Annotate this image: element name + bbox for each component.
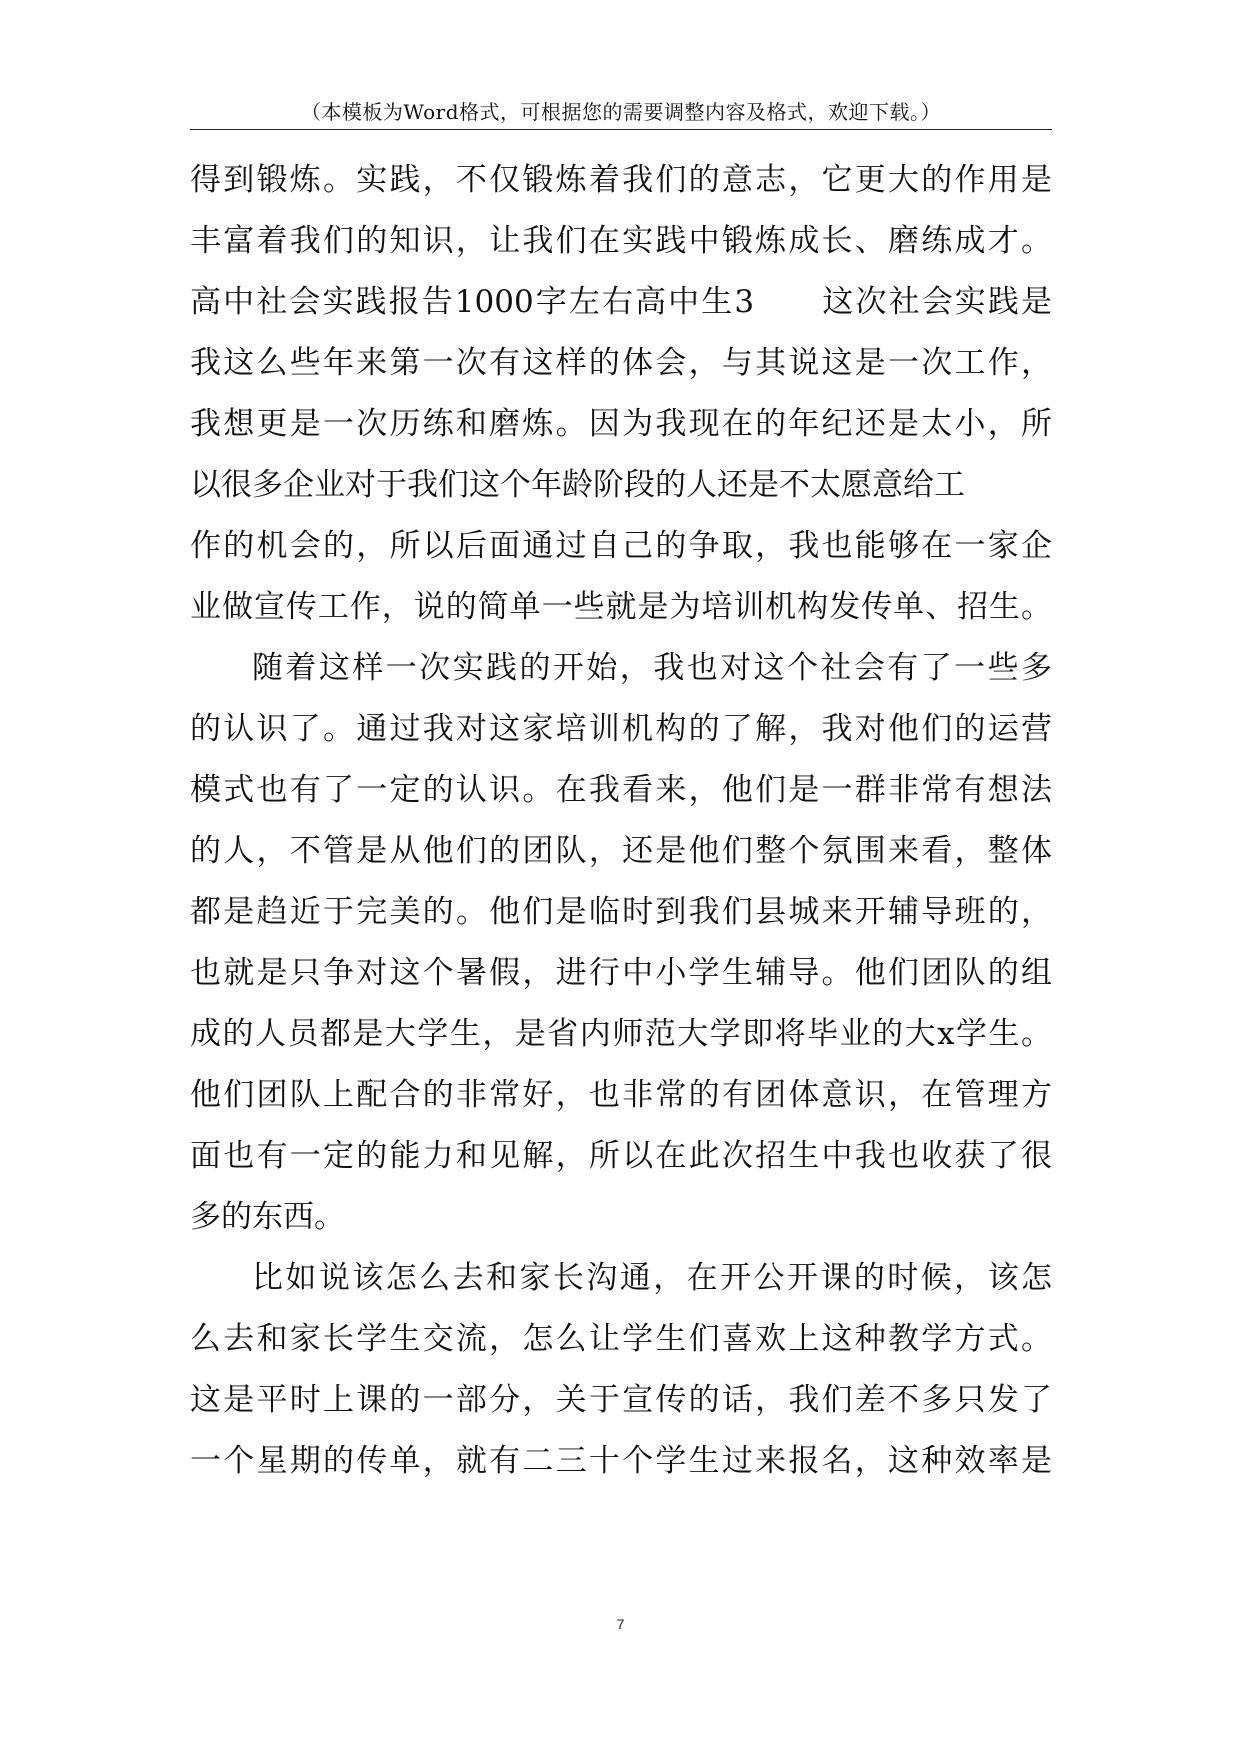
paragraph-first-line: 随着这样一次实践的开始，我也对这个社会有了一些多: [252, 650, 1052, 686]
text-line: 一个星期的传单，就有二三十个学生过来报名，这种效率是: [190, 1443, 1052, 1479]
header-divider: [190, 129, 1052, 130]
text-line: 作的机会的，所以后面通过自己的争取，我也能够在一家企: [190, 528, 1052, 564]
text-line: 面也有一定的能力和见解，所以在此次招生中我也收获了很: [190, 1138, 1052, 1174]
text-line: 这是平时上课的一部分，关于宣传的话，我们差不多只发了: [190, 1382, 1052, 1418]
text-line: 的认识了。通过我对这家培训机构的了解，我对他们的运营: [190, 711, 1052, 747]
text-line: 业做宣传工作，说的简单一些就是为培训机构发传单、招生。: [190, 589, 1052, 625]
page-number: 7: [616, 1616, 625, 1632]
text-line: 高中社会实践报告1000字左右高中生3 这次社会实践是: [190, 284, 1052, 320]
text-line: 多的东西。: [190, 1199, 345, 1235]
body-text: [190, 150, 1052, 1492]
text-line: 他们团队上配合的非常好，也非常的有团体意识，在管理方: [190, 1077, 1052, 1113]
text-line: 都是趋近于完美的。他们是临时到我们县城来开辅导班的，: [190, 894, 1052, 930]
text-line: 成的人员都是大学生，是省内师范大学即将毕业的大x学生。: [190, 1016, 1052, 1052]
text-line: 也就是只争对这个暑假，进行中小学生辅导。他们团队的组: [190, 955, 1052, 991]
text-line: 得到锻炼。实践，不仅锻炼着我们的意志，它更大的作用是: [190, 162, 1052, 198]
text-line: 模式也有了一定的认识。在我看来，他们是一群非常有想法: [190, 772, 1052, 808]
text-line: 我这么些年来第一次有这样的体会，与其说这是一次工作，: [190, 345, 1052, 381]
text-line: 丰富着我们的知识，让我们在实践中锻炼成长、磨练成才。: [190, 223, 1052, 259]
text-line: 么去和家长学生交流，怎么让学生们喜欢上这种教学方式。: [190, 1321, 1052, 1357]
text-line: 以很多企业对于我们这个年龄阶段的人还是不太愿意给工: [190, 467, 965, 503]
text-line: 我想更是一次历练和磨炼。因为我现在的年纪还是太小，所: [190, 406, 1052, 442]
text-line: 的人，不管是从他们的团队，还是他们整个氛围来看，整体: [190, 833, 1052, 869]
template-notice: （本模板为Word格式，可根据您的需要调整内容及格式，欢迎下载。）: [300, 100, 942, 124]
paragraph-first-line: 比如说该怎么去和家长沟通，在开公开课的时候，该怎: [252, 1260, 1052, 1296]
